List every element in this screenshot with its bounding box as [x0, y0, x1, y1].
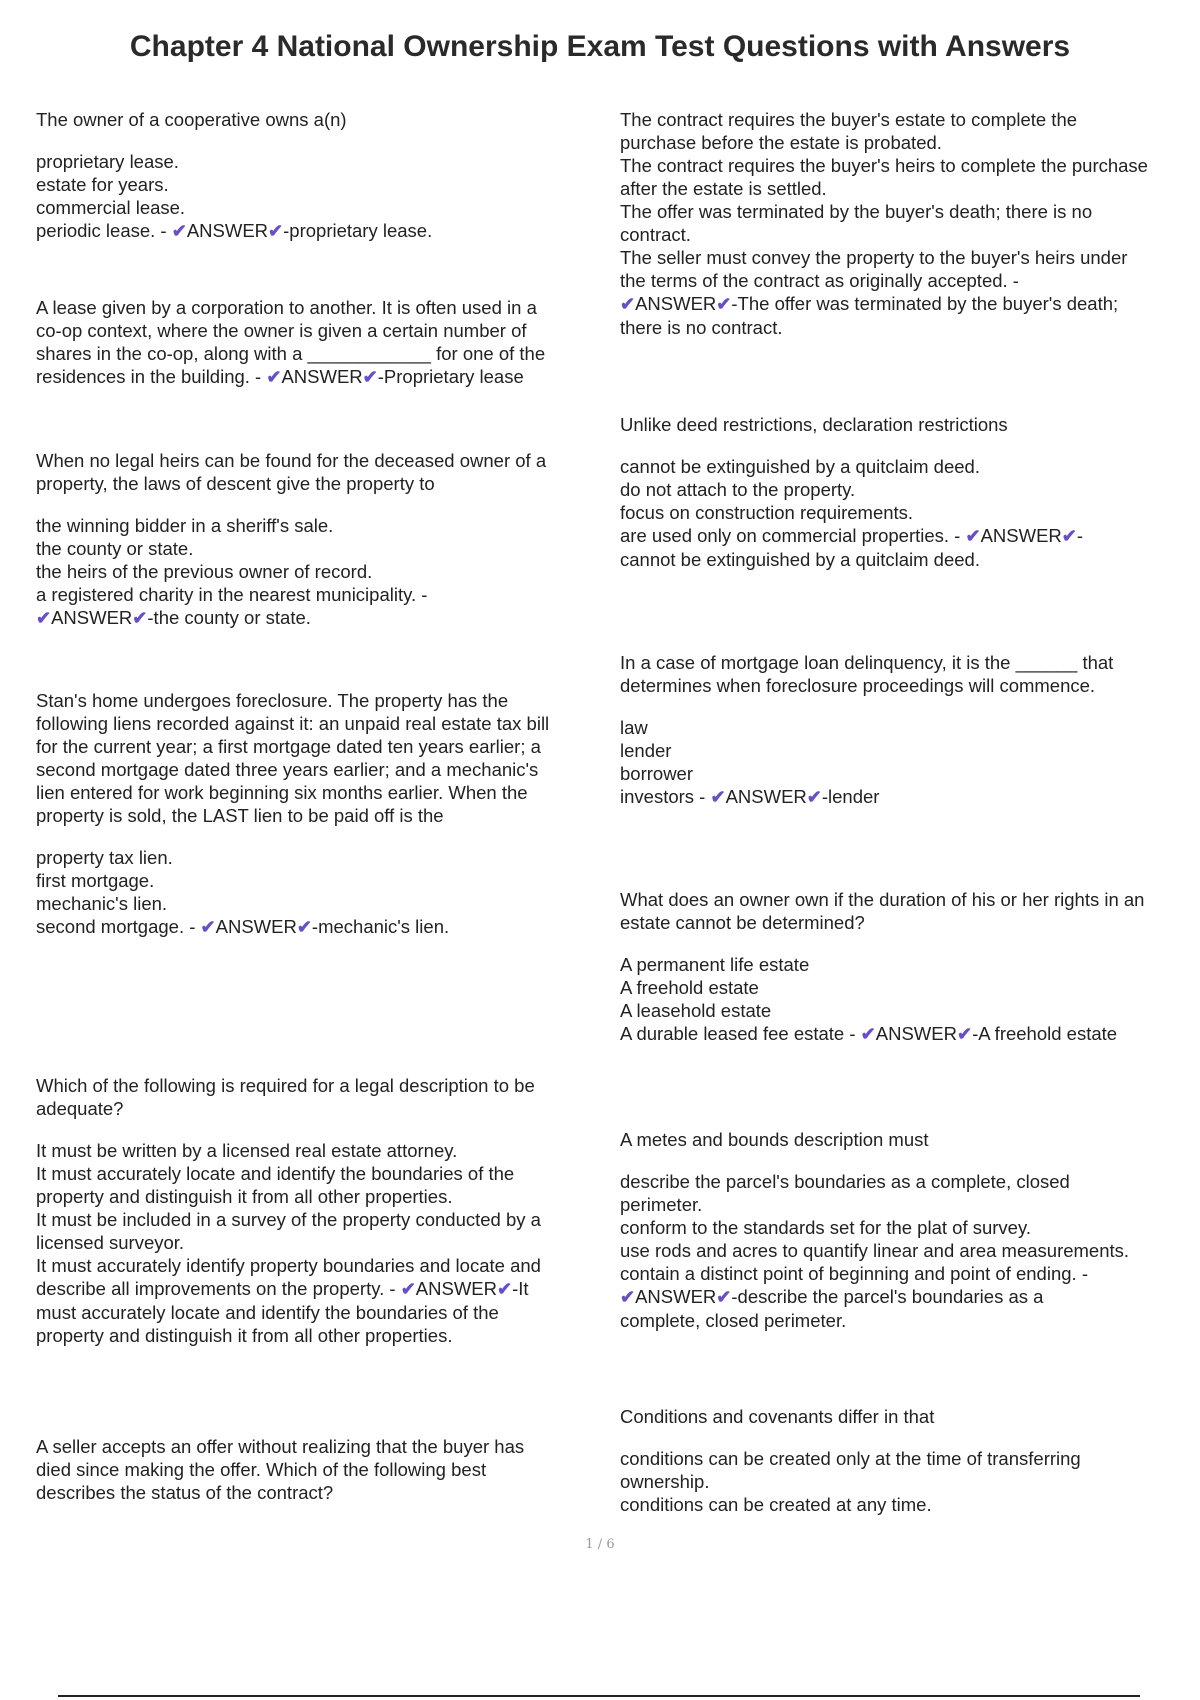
question-text: determines when foreclosure proceedings will commence.: [620, 675, 1096, 696]
question-block: [620, 1128, 1190, 1332]
option: describe all improvements on the property. -: [36, 1278, 401, 1299]
answer-line: [620, 292, 1190, 316]
question-text: adequate?: [36, 1098, 124, 1119]
answer-label: ANSWER: [281, 366, 363, 387]
answer-line: [36, 1277, 591, 1301]
option: do not attach to the property.: [620, 479, 856, 500]
check-icon: ✔: [965, 526, 981, 546]
option: A durable leased fee estate -: [620, 1023, 861, 1044]
footer-divider: [58, 1695, 1140, 1697]
option: A permanent life estate: [620, 954, 810, 975]
answer-label: ANSWER: [415, 1278, 497, 1299]
question-text: died since making the offer. Which of the following best: [36, 1459, 487, 1480]
check-icon: ✔: [806, 787, 822, 807]
option: lender: [620, 740, 672, 761]
page-title: Chapter 4 National Ownership Exam Test Questions with Answers: [129, 30, 1071, 63]
question-text: describes the status of the contract?: [36, 1482, 334, 1503]
check-icon: ✔: [716, 294, 732, 314]
option: The contract requires the buyer's heirs to complete the purchase: [620, 155, 1148, 176]
question-block: [620, 888, 1190, 1046]
option: contain a distinct point of beginning and point of ending. -: [620, 1263, 1088, 1284]
answer-line: [36, 365, 591, 389]
answer-label: ANSWER: [186, 220, 269, 241]
question-text: lien entered for work beginning six months earlier. When the: [36, 782, 528, 803]
option: law: [620, 717, 648, 738]
option: the heirs of the previous owner of record.: [36, 561, 373, 582]
question-text: Which of the following is required for a legal description to be: [36, 1075, 535, 1096]
answer-text: there is no contract.: [620, 317, 783, 338]
question-text: Stan's home undergoes foreclosure. The property has the: [36, 690, 509, 711]
answer-text: -: [1076, 525, 1084, 546]
question-block: [620, 1405, 1190, 1516]
option: conditions can be created at any time.: [620, 1494, 932, 1515]
question-text: Unlike deed restrictions, declaration restrictions: [620, 414, 1008, 435]
option: It must be included in a survey of the property conducted by a: [36, 1209, 541, 1230]
answer-text: property and distinguish it from all other properties.: [36, 1325, 453, 1346]
option: A freehold estate: [620, 977, 759, 998]
option: It must accurately locate and identify the boundaries of the: [36, 1163, 515, 1184]
question-block: [620, 108, 1190, 339]
answer-text: -Proprietary lease: [377, 366, 524, 387]
check-icon: ✔: [266, 367, 282, 387]
answer-label: ANSWER: [725, 786, 807, 807]
question-text: co-op context, where the owner is given a certain number of: [36, 320, 527, 341]
question-block: [36, 449, 591, 630]
option: It must be written by a licensed real estate attorney.: [36, 1140, 458, 1161]
answer-text: -proprietary lease.: [283, 220, 433, 241]
answer-label: ANSWER: [980, 525, 1062, 546]
answer-text: complete, closed perimeter.: [620, 1310, 847, 1331]
question-text: estate cannot be determined?: [620, 912, 865, 933]
question-text: The owner of a cooperative owns a(n): [36, 109, 347, 130]
check-icon: ✔: [956, 1024, 973, 1044]
option: the county or state.: [36, 538, 194, 559]
question-text: property, the laws of descent give the property to: [36, 473, 435, 494]
question-block: [620, 413, 1190, 571]
answer-text: -describe the parcel's boundaries as a: [731, 1286, 1044, 1307]
option: the winning bidder in a sheriff's sale.: [36, 515, 334, 536]
check-icon: ✔: [36, 608, 52, 628]
answer-text: -A freehold estate: [972, 1023, 1118, 1044]
question-text: property is sold, the LAST lien to be paid off is the: [36, 805, 444, 826]
check-icon: ✔: [716, 1287, 732, 1307]
check-icon: ✔: [132, 608, 148, 628]
option: property and distinguish it from all other properties.: [36, 1186, 453, 1207]
option: are used only on commercial properties. -: [620, 525, 966, 546]
option: The offer was terminated by the buyer's death; there is no: [620, 201, 1093, 222]
option: conform to the standards set for the plat of survey.: [620, 1217, 1031, 1238]
option: mechanic's lien.: [36, 893, 168, 914]
option: first mortgage.: [36, 870, 155, 891]
answer-text: -mechanic's lien.: [311, 916, 450, 937]
answer-text: cannot be extinguished by a quitclaim deed.: [620, 549, 980, 570]
question-text: When no legal heirs can be found for the deceased owner of a: [36, 450, 547, 471]
option: borrower: [620, 763, 693, 784]
option: after the estate is settled.: [620, 178, 827, 199]
question-text: In a case of mortgage loan delinquency, it is the ______ that: [620, 652, 1114, 673]
answer-label: ANSWER: [635, 293, 717, 314]
answer-text: -lender: [821, 786, 880, 807]
option: perimeter.: [620, 1194, 703, 1215]
option: estate for years.: [36, 174, 169, 195]
question-block: [36, 1435, 591, 1504]
option: property tax lien.: [36, 847, 173, 868]
question-block: [36, 108, 591, 243]
option: A leasehold estate: [620, 1000, 772, 1021]
option: It must accurately identify property boundaries and locate and: [36, 1255, 541, 1276]
answer-label: ANSWER: [215, 916, 297, 937]
check-icon: ✔: [496, 1279, 513, 1299]
option: proprietary lease.: [36, 151, 179, 172]
option: cannot be extinguished by a quitclaim deed.: [620, 456, 980, 477]
option: purchase before the estate is probated.: [620, 132, 942, 153]
question-text: A metes and bounds description must: [620, 1129, 929, 1150]
check-icon: ✔: [710, 787, 726, 807]
option: second mortgage. -: [36, 916, 201, 937]
option: focus on construction requirements.: [620, 502, 914, 523]
question-block: [36, 296, 591, 389]
answer-line: [36, 915, 591, 939]
question-text: A seller accepts an offer without realizing that the buyer has: [36, 1436, 525, 1457]
question-block: [620, 651, 1190, 809]
option: investors -: [620, 786, 711, 807]
option: conditions can be created only at the time of transferring: [620, 1448, 1081, 1469]
question-text: What does an owner own if the duration of his or her rights in an: [620, 889, 1145, 910]
check-icon: ✔: [362, 367, 378, 387]
option: the terms of the contract as originally accepted. -: [620, 270, 1019, 291]
check-icon: ✔: [1061, 526, 1077, 546]
option: licensed surveyor.: [36, 1232, 185, 1253]
option: contract.: [620, 224, 691, 245]
check-icon: ✔: [171, 221, 187, 241]
answer-line: [620, 1022, 1190, 1046]
question-text: residences in the building. -: [36, 366, 267, 387]
answer-label: ANSWER: [875, 1023, 957, 1044]
answer-line: [620, 524, 1190, 548]
check-icon: ✔: [296, 917, 312, 937]
question-block: [36, 1074, 591, 1347]
answer-line: [620, 1285, 1190, 1309]
answer-text: must accurately locate and identify the boundaries of the: [36, 1302, 499, 1323]
option: periodic lease. -: [36, 220, 172, 241]
question-text: second mortgage dated three years earlier; and a mechanic's: [36, 759, 539, 780]
option: a registered charity in the nearest municipality. -: [36, 584, 428, 605]
check-icon: ✔: [268, 221, 284, 241]
question-block: [36, 689, 591, 939]
option: The seller must convey the property to the buyer's heirs under: [620, 247, 1128, 268]
check-icon: ✔: [620, 1287, 636, 1307]
question-text: following liens recorded against it: an unpaid real estate tax bill: [36, 713, 550, 734]
option: ownership.: [620, 1471, 710, 1492]
question-text: Conditions and covenants differ in that: [620, 1406, 935, 1427]
answer-text: -the county or state.: [147, 607, 311, 628]
answer-line: [36, 219, 591, 243]
question-text: shares in the co-op, along with a ____________ for one of the: [36, 343, 546, 364]
page-number: 1 / 6: [585, 1537, 615, 1552]
answer-text: -It: [512, 1278, 529, 1299]
check-icon: ✔: [860, 1024, 876, 1044]
answer-label: ANSWER: [635, 1286, 717, 1307]
check-icon: ✔: [400, 1279, 416, 1299]
option: use rods and acres to quantify linear and area measurements.: [620, 1240, 1130, 1261]
answer-line: [620, 785, 1190, 809]
option: describe the parcel's boundaries as a complete, closed: [620, 1171, 1070, 1192]
check-icon: ✔: [620, 294, 636, 314]
answer-line: [36, 606, 591, 630]
answer-label: ANSWER: [51, 607, 133, 628]
question-text: A lease given by a corporation to another. It is often used in a: [36, 297, 537, 318]
check-icon: ✔: [200, 917, 216, 937]
option: The contract requires the buyer's estate to complete the: [620, 109, 1078, 130]
question-text: for the current year; a first mortgage dated ten years earlier; a: [36, 736, 541, 757]
answer-text: -The offer was terminated by the buyer's death;: [731, 293, 1119, 314]
option: commercial lease.: [36, 197, 186, 218]
